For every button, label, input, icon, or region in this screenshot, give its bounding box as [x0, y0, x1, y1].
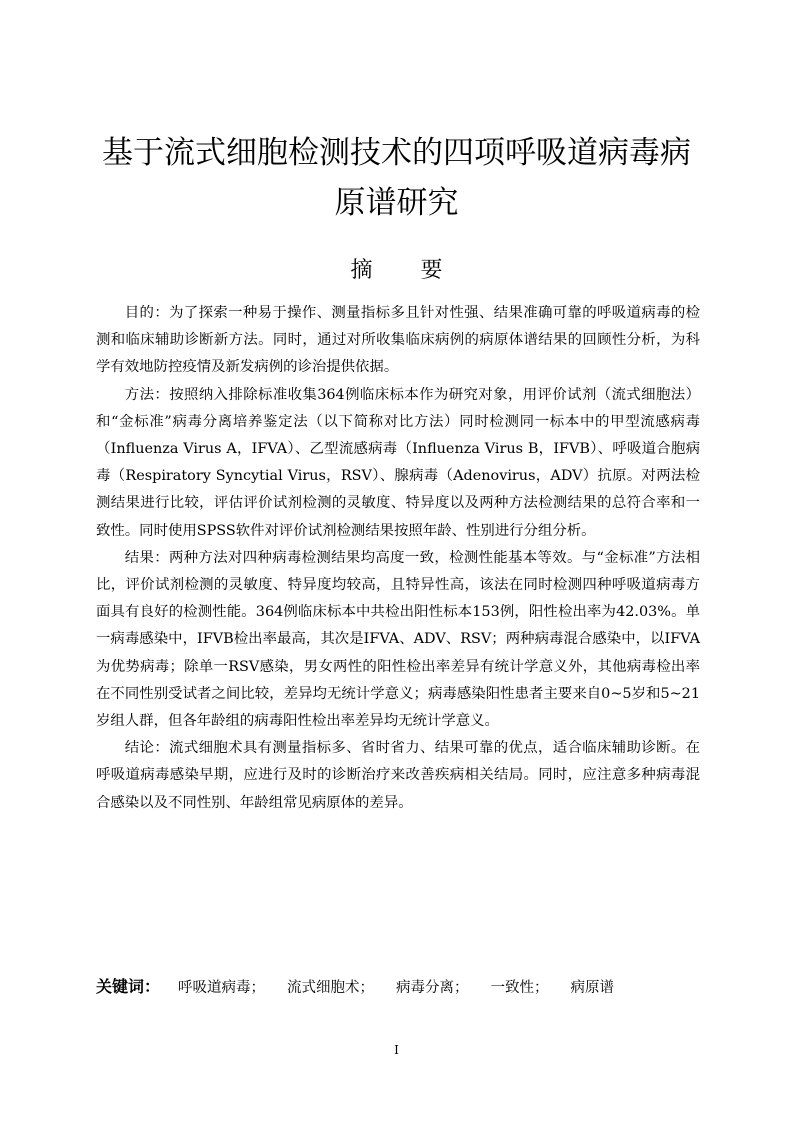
- keyword-item: 病毒分离；: [396, 980, 469, 996]
- keyword-item: 病原谱: [570, 980, 615, 996]
- abstract-heading-char-2: 要: [420, 258, 443, 283]
- keywords-line: [96, 972, 700, 1003]
- keyword-item: 流式细胞术；: [287, 980, 375, 996]
- keywords-label: 关键词：: [96, 977, 161, 996]
- abstract-paragraph-methods: 方法：按照纳入排除标准收集364例临床标本作为研究对象，用评价试剂（流式细胞法）和“金标准”病毒分离培养鉴定法（以下简称对比方法）同时检测同一标本中的甲型流感病毒（Influenza Virus A，IFVA）、乙型流感病毒（Influenza Virus B，IFVB）、呼吸道合胞病毒（Respiratory Syncytial Virus，RSV）、腺病毒（Adenovirus，ADV）抗原。对两法检测结果进行比较，评估评价试剂检测的灵敏度、特异度以及两种方法检测结果的总符合率和一致性。同时使用SPSS软件对评价试剂检测结果按照年龄、性别进行分组分析。: [96, 386, 700, 539]
- abstract-paragraph-conclusion: 结论：流式细胞术具有测量指标多、省时省力、结果可靠的优点，适合临床辅助诊断。在呼吸道病毒感染早期，应进行及时的诊断治疗来改善疾病相关结局。同时，应注意多种病毒混合感染以及不同性别、年龄组常见病原体的差异。: [96, 740, 700, 811]
- abstract-paragraph-results: 结果：两种方法对四种病毒检测结果均高度一致，检测性能基本等效。与“金标准”方法相比，评价试剂检测的灵敏度、特异度均较高，且特异性高，该法在同时检测四种呼吸道病毒方面具有良好的检测性能。364例临床标本中共检出阳性标本153例，阳性检出率为42.03%。单一病毒感染中，IFVB检出率最高，其次是IFVA、ADV、RSV；两种病毒混合感染中，以IFVA为优势病毒；除单一RSV感染，男女两性的阳性检出率差异有统计学意义外，其他病毒检出率在不同性别受试者之间比较，差异均无统计学意义；病毒感染阳性患者主要来自0~5岁和5~21岁组人群，但各年龄组的病毒阳性检出率差异均无统计学意义。: [96, 549, 700, 730]
- abstract-heading: [0, 253, 793, 289]
- keyword-item: 呼吸道病毒；: [178, 980, 266, 996]
- abstract-paragraph-objective: 目的：为了探索一种易于操作、测量指标多且针对性强、结果准确可靠的呼吸道病毒的检测和临床辅助诊断新方法。同时，通过对所收集临床病例的病原体谱结果的回顾性分析，为科学有效地防控疫情及新发病例的诊治提供依据。: [96, 305, 700, 376]
- page-number: I: [394, 1043, 399, 1057]
- keyword-item: 一致性；: [490, 980, 549, 996]
- abstract-heading-char-1: 摘: [350, 258, 373, 283]
- abstract-body: [96, 300, 700, 817]
- page-title: 基于流式细胞检测技术的四项呼吸道病毒病原谱研究: [102, 135, 691, 221]
